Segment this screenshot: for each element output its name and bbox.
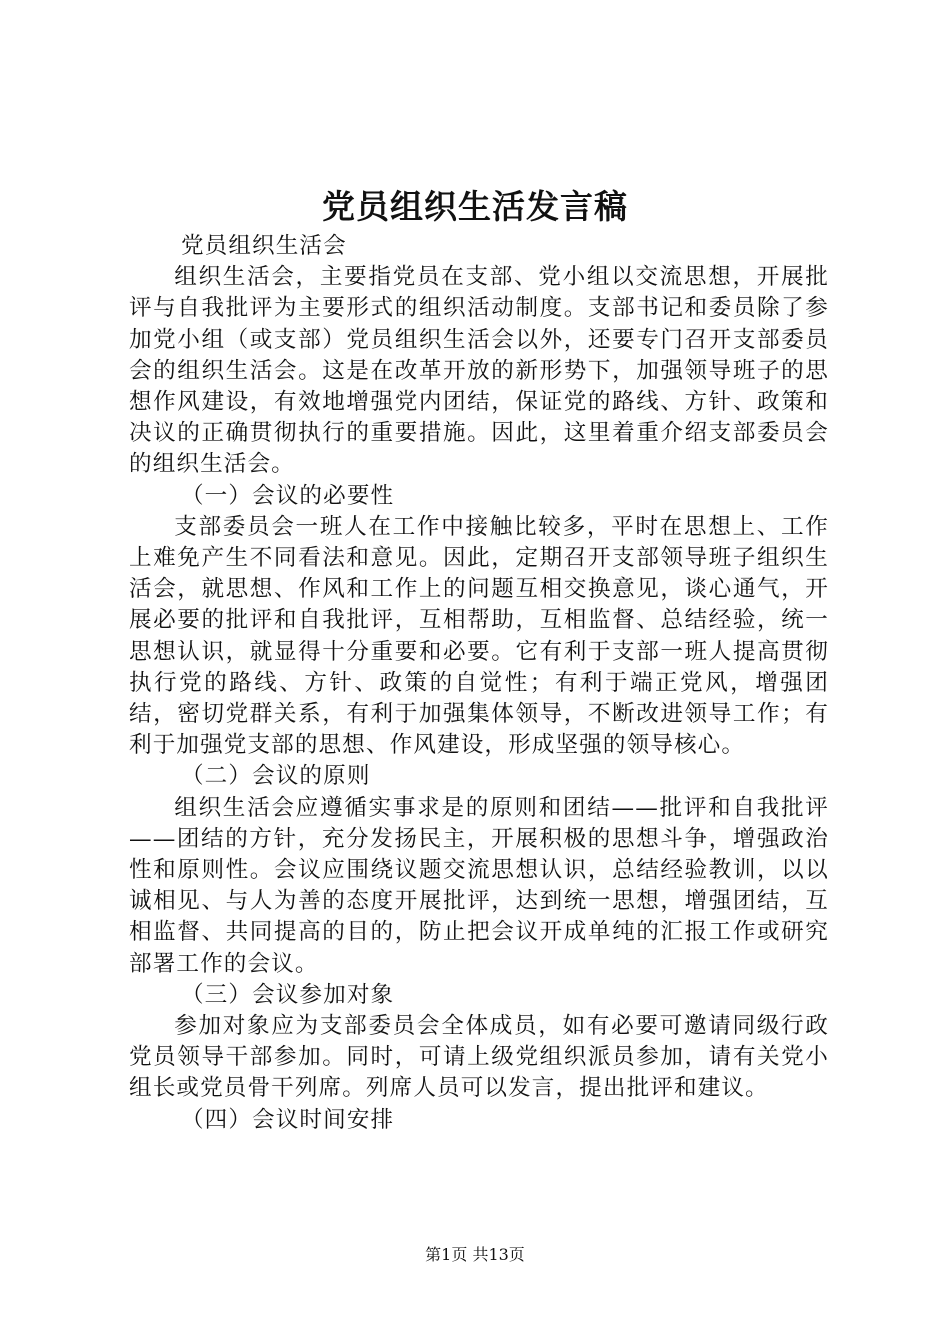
body-paragraph: 支部委员会一班人在工作中接触比较多，平时在思想上、工作上难免产生不同看法和意见。因此，定期召开支部领导班子组织生活会，就思想、作风和工作上的问题互相交换意见，谈心通气，开展必要的批评和自我批评，互相帮助，互相监督、总结经验，统一思想认识，就显得十分重要和必要。它有利于支部一班人提高贯彻执行党的路线、方针、政策的自觉性；有利于端正党风，增强团结，密切党群关系，有利于加强集体领导，不断改进领导工作；有利于加强党支部的思想、作风建设，形成坚强的领导核心。 xyxy=(129,513,829,759)
document-body xyxy=(129,231,829,1136)
document-title: 党员组织生活发言稿 xyxy=(322,187,628,226)
section-heading: （一）会议的必要性 xyxy=(180,482,395,509)
body-paragraph: 组织生活会应遵循实事求是的原则和团结——批评和自我批评——团结的方针，充分发扬民主，开展积极的思想斗争，增强政治性和原则性。会议应围绕议题交流思想认识，总结经验教训，以以诚相见、与人为善的态度开展批评，达到统一思想，增强团结，互相监督、共同提高的目的，防止把会议开成单纯的汇报工作或研究部署工作的会议。 xyxy=(129,794,829,977)
section-heading: （四）会议时间安排 xyxy=(180,1106,395,1133)
section-heading: （三）会议参加对象 xyxy=(180,981,395,1008)
section-heading: （二）会议的原则 xyxy=(180,763,371,790)
body-paragraph: 组织生活会，主要指党员在支部、党小组以交流思想，开展批评与自我批评为主要形式的组织活动制度。支部书记和委员除了参加党小组（或支部）党员组织生活会以外，还要专门召开支部委员会的组织生活会。这是在改革开放的新形势下，加强领导班子的思想作风建设，有效地增强党内团结，保证党的路线、方针、政策和决议的正确贯彻执行的重要措施。因此，这里着重介绍支部委员会的组织生活会。 xyxy=(129,264,829,478)
body-paragraph: 参加对象应为支部委员会全体成员，如有必要可邀请同级行政党员领导干部参加。同时，可请上级党组织派员参加，请有关党小组长或党员骨干列席。列席人员可以发言，提出批评和建议。 xyxy=(129,1013,829,1102)
page-footer: 第1页 共13页 xyxy=(425,1245,525,1264)
section-heading: 党员组织生活会 xyxy=(180,233,347,259)
